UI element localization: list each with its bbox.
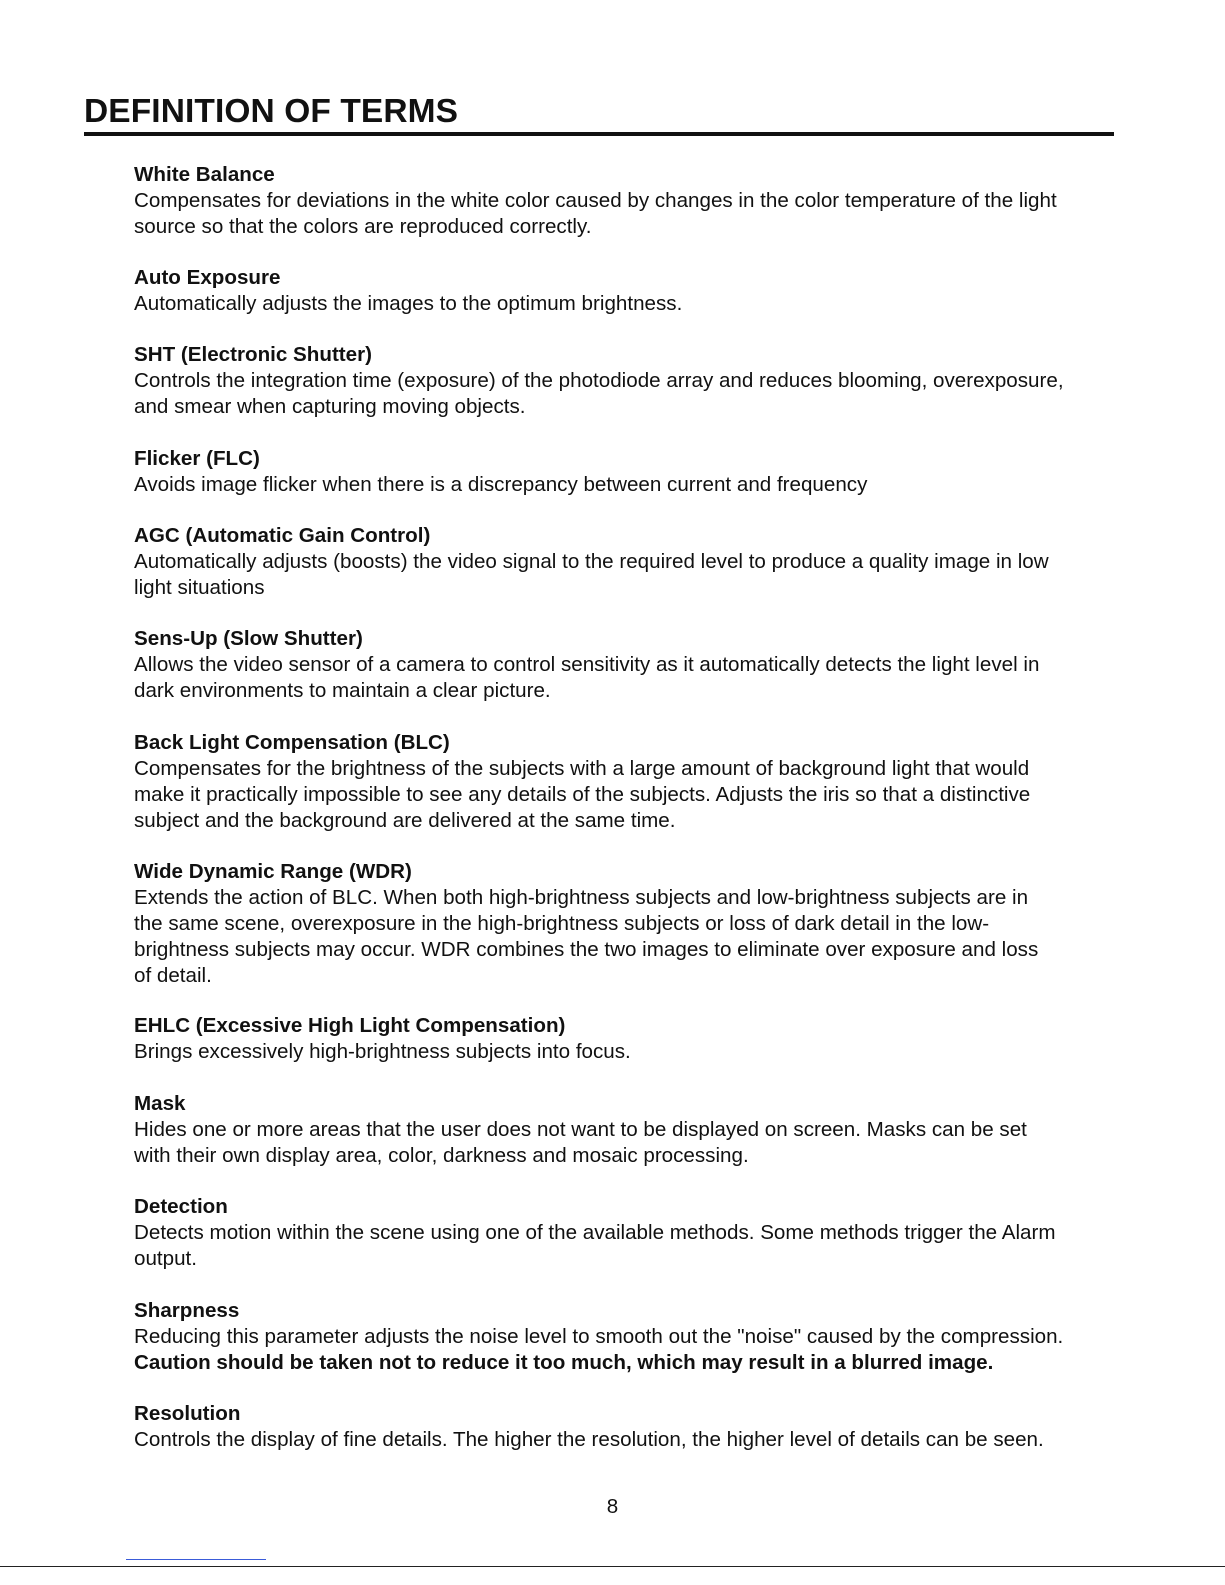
term-description-line: brightness subjects may occur. WDR combines the two images to eliminate over exposure and loss <box>134 938 1039 961</box>
term-description-line: make it practically impossible to see any details of the subjects. Adjusts the iris so that a distinctive <box>134 783 1031 806</box>
term-white-balance <box>134 162 1174 240</box>
term-blc <box>134 730 1174 834</box>
term-description-line: subject and the background are delivered at the same time. <box>134 809 676 832</box>
term-wdr <box>134 859 1174 989</box>
term-resolution <box>134 1401 1174 1453</box>
term-sens-up <box>134 626 1174 704</box>
term-title: SHT (Electronic Shutter) <box>134 343 372 366</box>
term-description-line: Detects motion within the scene using one of the available methods. Some methods trigger the Alarm <box>134 1221 1056 1244</box>
term-title: Resolution <box>134 1402 241 1425</box>
term-description-line: the same scene, overexposure in the high-brightness subjects or loss of dark detail in the low- <box>134 912 990 935</box>
term-caution: Caution should be taken not to reduce it too much, which may result in a blurred image. <box>134 1351 994 1374</box>
term-description-line: of detail. <box>134 964 212 987</box>
term-mask <box>134 1091 1174 1169</box>
term-title: Mask <box>134 1092 186 1115</box>
page-heading <box>84 92 1114 136</box>
term-title: Flicker (FLC) <box>134 447 260 470</box>
term-detection <box>134 1194 1174 1272</box>
term-title: White Balance <box>134 163 275 186</box>
term-description-line: Controls the display of fine details. The higher the resolution, the higher level of details can be seen. <box>134 1428 1044 1451</box>
page-number: 8 <box>606 1495 619 1518</box>
term-title: AGC (Automatic Gain Control) <box>134 524 431 547</box>
term-flicker <box>134 446 1174 498</box>
term-agc <box>134 523 1174 601</box>
term-description-line: Compensates for deviations in the white color caused by changes in the color temperature of the light <box>134 189 1057 212</box>
term-title: Detection <box>134 1195 228 1218</box>
term-description-line: Brings excessively high-brightness subjects into focus. <box>134 1040 631 1063</box>
term-description-line: Extends the action of BLC. When both high-brightness subjects and low-brightness subjects are in <box>134 886 1029 909</box>
term-description-line: Reducing this parameter adjusts the noise level to smooth out the "noise" caused by the compression. <box>134 1325 1064 1348</box>
term-sht <box>134 342 1174 420</box>
term-description-line: output. <box>134 1247 197 1270</box>
term-description-line: Controls the integration time (exposure) of the photodiode array and reduces blooming, overexposure, <box>134 369 1064 392</box>
term-description-line: source so that the colors are reproduced correctly. <box>134 215 592 238</box>
term-description-line: Compensates for the brightness of the subjects with a large amount of background light that would <box>134 757 1030 780</box>
term-description-line: with their own display area, color, darkness and mosaic processing. <box>134 1144 749 1167</box>
term-title: Sens-Up (Slow Shutter) <box>134 627 363 650</box>
term-description-line: Automatically adjusts (boosts) the video signal to the required level to produce a quality image in low <box>134 550 1049 573</box>
footer-link-mark <box>126 1559 266 1560</box>
term-title: Wide Dynamic Range (WDR) <box>134 860 412 883</box>
term-title: Back Light Compensation (BLC) <box>134 731 450 754</box>
page-title: DEFINITION OF TERMS <box>84 93 459 130</box>
term-title: Auto Exposure <box>134 266 281 289</box>
footer-divider <box>0 1566 1225 1567</box>
term-description-line: light situations <box>134 576 265 599</box>
term-description-line: Hides one or more areas that the user does not want to be displayed on screen. Masks can be set <box>134 1118 1027 1141</box>
term-description-line: Automatically adjusts the images to the optimum brightness. <box>134 292 683 315</box>
term-description-line: Avoids image flicker when there is a discrepancy between current and frequency <box>134 473 868 496</box>
term-title: Sharpness <box>134 1299 240 1322</box>
term-ehlc <box>134 1013 1174 1065</box>
term-description-line: and smear when capturing moving objects. <box>134 395 526 418</box>
term-description-line: Allows the video sensor of a camera to control sensitivity as it automatically detects the light level in <box>134 653 1040 676</box>
term-auto-exposure <box>134 265 1174 317</box>
term-description-line: dark environments to maintain a clear picture. <box>134 679 551 702</box>
term-sharpness <box>134 1298 1174 1376</box>
term-title: EHLC (Excessive High Light Compensation) <box>134 1014 566 1037</box>
